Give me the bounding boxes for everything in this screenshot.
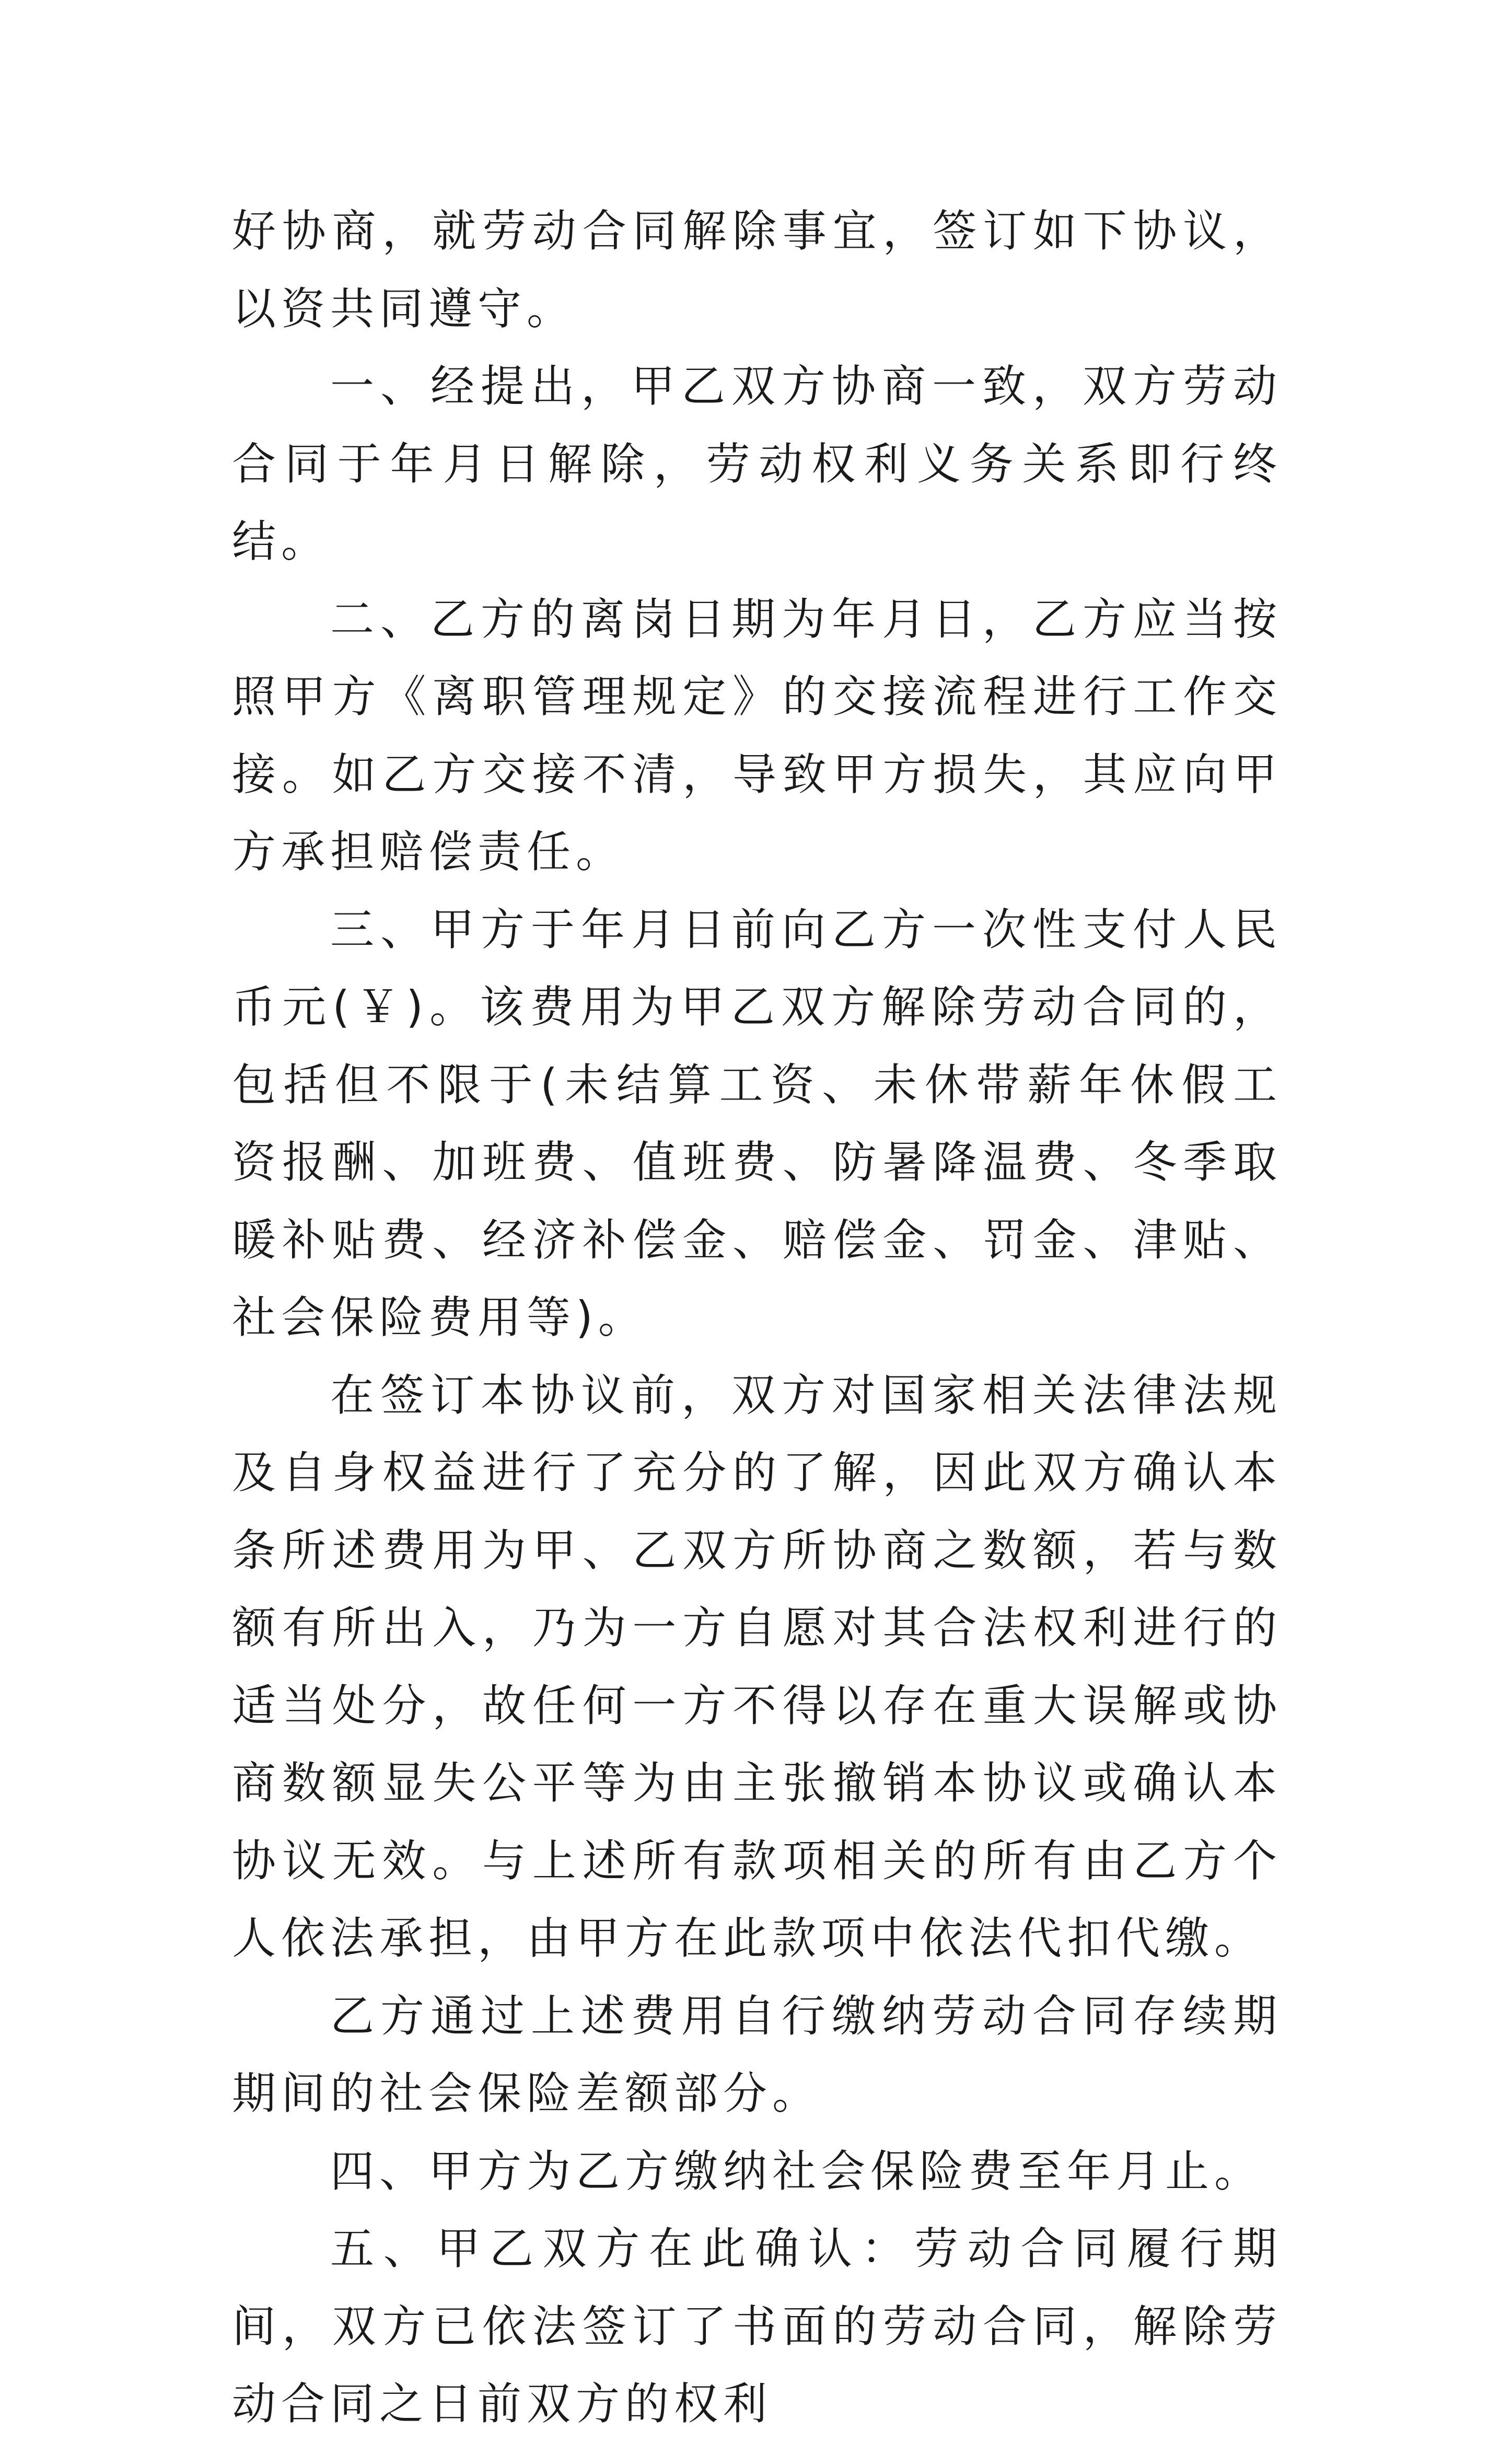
paragraph-clause-3: 三、甲方于年月日前向乙方一次性支付人民币元(￥)。该费用为甲乙双方解除劳动合同的，包括但不限于(未结算工资、未休带薪年休假工资报酬、加班费、值班费、防暑降温费、冬季取暖补贴费、经济补偿金、赔偿金、罚金、津贴、社会保险费用等)。 xyxy=(232,904,1282,1343)
paragraph-clause-3-insurance: 乙方通过上述费用自行缴纳劳动合同存续期期间的社会保险差额部分。 xyxy=(232,1990,1282,2119)
paragraph-clause-1: 一、经提出，甲乙双方协商一致，双方劳动合同于年月日解除，劳动权利义务关系即行终结。 xyxy=(232,361,1282,567)
paragraph-clause-4: 四、甲方为乙方缴纳社会保险费至年月止。 xyxy=(330,2145,1264,2197)
paragraph-clause-2: 二、乙方的离岗日期为年月日，乙方应当按照甲方《离职管理规定》的交接流程进行工作交接。如乙方交接不清，导致甲方损失，其应向甲方承担赔偿责任。 xyxy=(232,593,1282,877)
paragraph-clause-3-note: 在签订本协议前，双方对国家相关法律法规及自身权益进行了充分的了解，因此双方确认本条所述费用为甲、乙双方所协商之数额，若与数额有所出入，乃为一方自愿对其合法权利进行的适当处分，故任何一方不得以存在重大误解或协商数额显失公平等为由主张撤销本协议或确认本协议无效。与上述所有款项相关的所有由乙方个人依法承担，由甲方在此款项中依法代扣代缴。 xyxy=(232,1369,1282,1964)
agreement-body xyxy=(232,192,1282,2443)
paragraph-preamble: 好协商，就劳动合同解除事宜，签订如下协议，以资共同遵守。 xyxy=(232,205,1282,334)
paragraph-clause-5: 五、甲乙双方在此确认：劳动合同履行期间，双方已依法签订了书面的劳动合同，解除劳动合同之日前双方的权利 xyxy=(232,2223,1282,2429)
